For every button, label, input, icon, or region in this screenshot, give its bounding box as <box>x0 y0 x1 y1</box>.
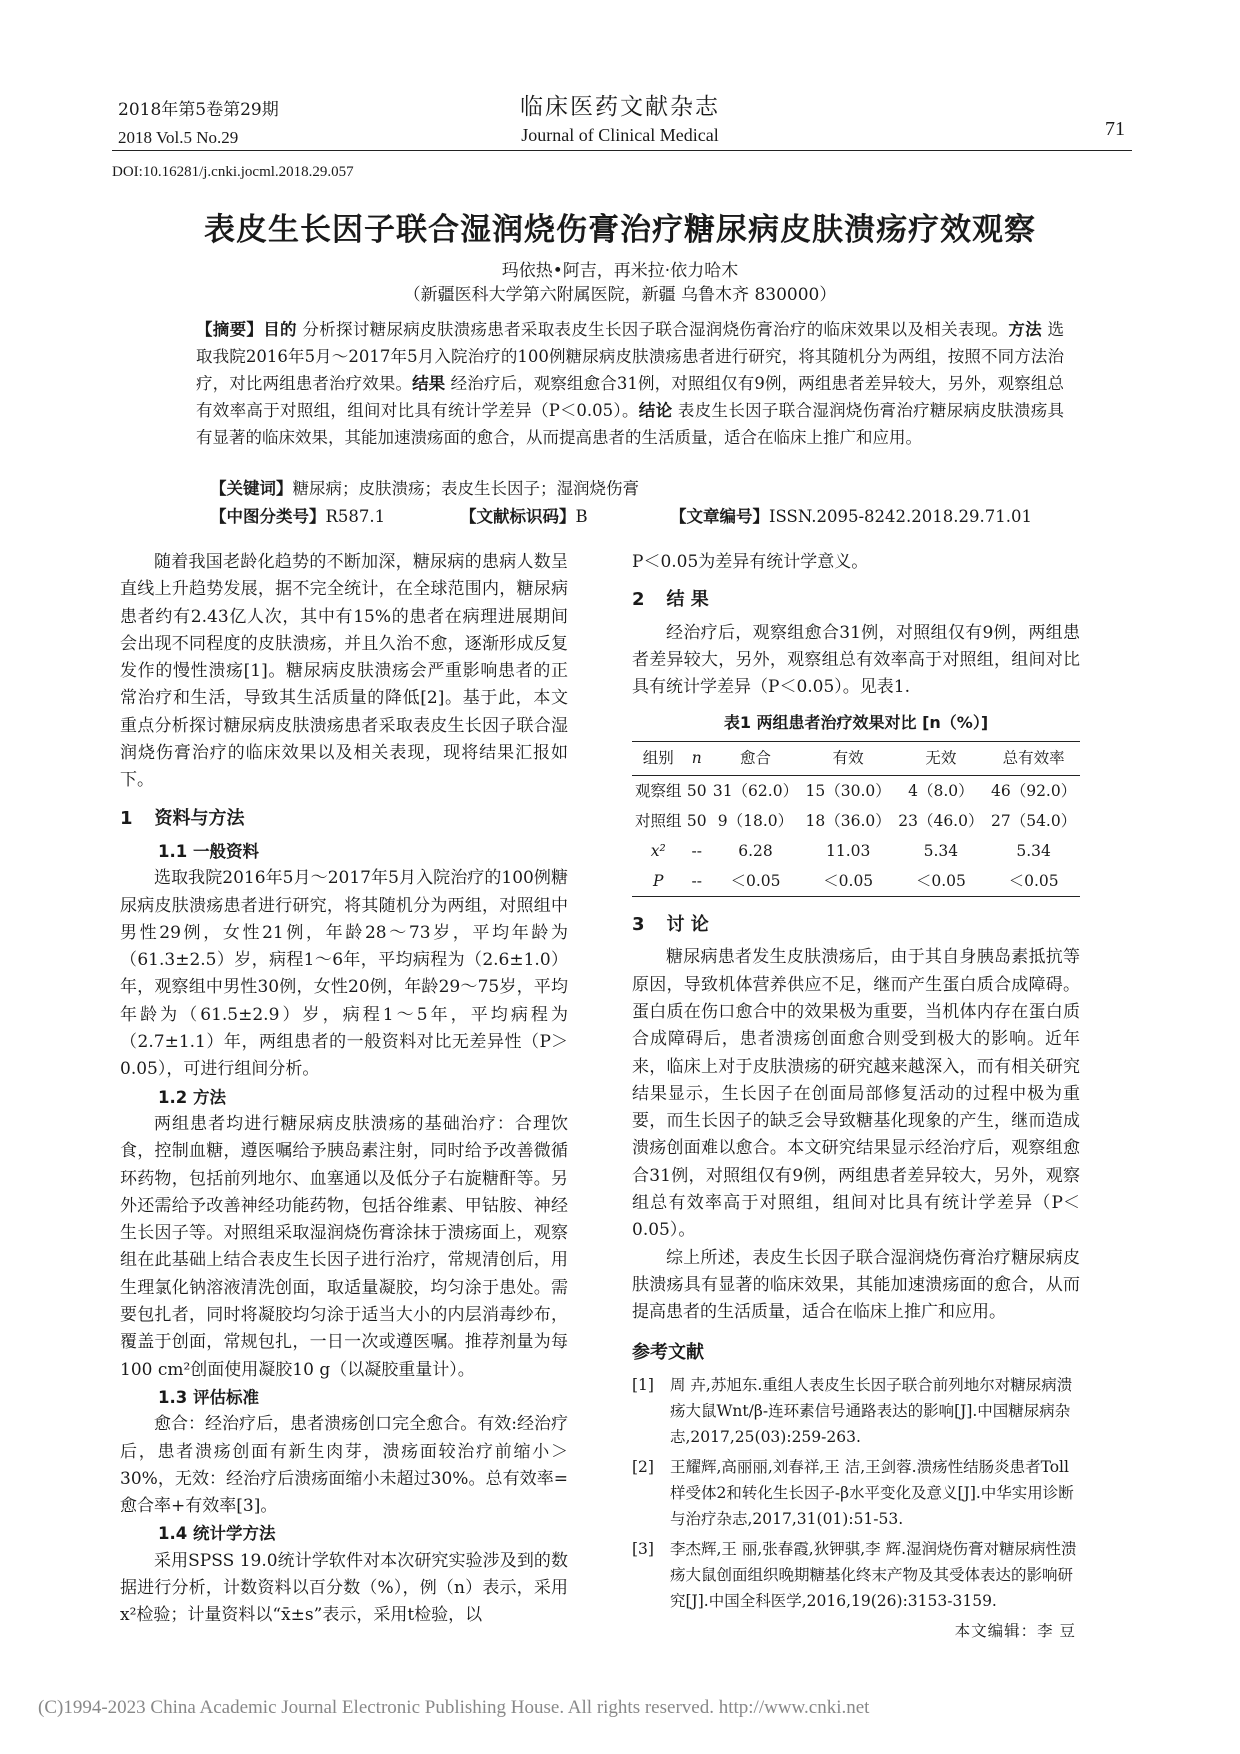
table-cell: 50 <box>686 782 707 801</box>
journal-name <box>0 88 1240 146</box>
page-number: 71 <box>1105 118 1125 140</box>
table-header-cell: 无效 <box>895 741 988 775</box>
keywords-text: 糖尿病；皮肤溃疡；表皮生长因子；湿润烧伤膏 <box>292 479 639 498</box>
header-divider <box>112 150 1132 151</box>
table-row <box>632 776 1080 807</box>
section-2-heading: 2 结 果 <box>632 589 709 611</box>
abstract-conclusion: 表皮生长因子联合湿润烧伤膏治疗糖尿病皮肤溃疡具有显著的临床效果，其能加速溃疡面的愈合，从而提高患者的生活质量，适合在临床上推广和应用。 <box>196 401 1065 447</box>
section-1-2-text: 两组患者均进行糖尿病皮肤溃疡的基础治疗：合理饮食，控制血糖，遵医嘱给予胰岛素注射，同时给予改善微循环药物，包括前列地尔、血塞通以及低分子右旋糖酐等。另外还需给予改善神经功能药物，包括谷维素、甲钴胺、神经生长因子等。对照组采取湿润烧伤膏涂抹于溃疡面上，观察组在此基础上结合表皮生长因子进行治疗，常规清创后，用生理氯化钠溶液清洗创面，取适量凝胶，均匀涂于患处。需要包扎者，同时将凝胶均匀涂于适当大小的内层消毒纱布，覆盖于创面，常规包扎，一日一次或遵医嘱。推荐剂量为每100 cm²创面使用凝胶10 g（以凝胶重量计）。 <box>120 1113 568 1380</box>
section-1-2-heading: 1.2 方法 <box>158 1087 226 1107</box>
section-1-1-text: 选取我院2016年5月～2017年5月入院治疗的100例糖尿病皮肤溃疡患者进行研究，将其随机分为两组，对照组中男性29例，女性21例，年龄28～73岁，平均年龄为（61.3±2.5）岁，病程1～6年，平均病程为（2.6±1.0）年，观察组中男性30例，女性20例，年龄29～75岁，平均年龄为（61.5±2.9）岁，病程1～5年，平均病程为（2.7±1.1）年，两组患者的一般资料对比无差异性（P＞0.05），可进行组间分析。 <box>120 868 568 1080</box>
table-cell: ＜0.05 <box>987 866 1080 897</box>
results-table <box>632 741 1080 897</box>
table-cell: 6.28 <box>738 842 773 861</box>
editor-credit: 本文编辑：李 豆 <box>954 1621 1076 1640</box>
article-no-value: ISSN.2095-8242.2018.29.71.01 <box>769 507 1032 526</box>
table-cell: 5.34 <box>1016 842 1051 861</box>
article-title: 表皮生长因子联合湿润烧伤膏治疗糖尿病皮肤溃疡疗效观察 <box>204 212 1036 248</box>
reference-number: [2] <box>632 1457 654 1476</box>
section-1-3-heading: 1.3 评估标准 <box>158 1387 259 1407</box>
reference-item <box>632 1372 1080 1450</box>
left-column <box>120 549 568 1630</box>
table-row <box>632 806 1080 836</box>
section-3-heading: 3 讨 论 <box>632 914 709 936</box>
doc-code-value: B <box>575 507 588 526</box>
affiliation: （新疆医科大学第六附属医院，新疆 乌鲁木齐 830000） <box>403 285 837 305</box>
abstract <box>196 316 1064 451</box>
table-cell: ＜0.05 <box>709 866 802 897</box>
issue-cn: 2018年第5卷第29期 <box>118 100 279 120</box>
section-1-heading: 1 资料与方法 <box>120 807 245 829</box>
result-label: 结果 <box>412 374 446 393</box>
table-cell: -- <box>684 866 709 897</box>
table-header-cell: 组别 <box>632 741 684 775</box>
table-cell: 31（62.0） <box>712 782 799 801</box>
section-2-text: 经治疗后，观察组愈合31例，对照组仅有9例，两组患者差异较大，另外，观察组总有效率高于对照组，组间对比具有统计学差异（P＜0.05）。见表1. <box>632 622 1080 698</box>
reference-text: 李杰辉,王 丽,张春霞,狄钾骐,李 辉.湿润烧伤膏对糖尿病性溃疡大鼠创面组织晚期糖基化终末产物及其受体表达的影响研究[J].中国全科医学,2016,19(26):3153-3159. <box>670 1539 1077 1610</box>
section-3-text-2: 综上所述，表皮生长因子联合湿润烧伤膏治疗糖尿病皮肤溃疡具有显著的临床效果，其能加速溃疡面的愈合，从而提高患者的生活质量，适合在临床上推广和应用。 <box>632 1247 1080 1323</box>
references-heading: 参考文献 <box>632 1341 704 1363</box>
table-cell: 观察组 <box>634 782 682 801</box>
table-row <box>632 836 1080 866</box>
table-cell: 15（30.0） <box>805 782 891 801</box>
abstract-result: 经治疗后，观察组愈合31例，对照组仅有9例，两组患者差异较大，另外，观察组总有效率高于对照组，组间对比具有统计学差异（P＜0.05）。 <box>196 374 1064 420</box>
doc-code-label: 【文献标识码】 <box>460 507 576 526</box>
section-1-1-heading: 1.1 一般资料 <box>158 841 259 861</box>
table-cell: 50 <box>686 812 707 831</box>
table-cell: 46（92.0） <box>990 782 1077 801</box>
table-title: 表1 两组患者治疗效果对比 [n（%）] <box>723 713 989 733</box>
section-1-3-text: 愈合：经治疗后，患者溃疡创口完全愈合。有效:经治疗后，患者溃疡创面有新生肉芽，溃疡面较治疗前缩小＞30%，无效：经治疗后溃疡面缩小未超过30%。总有效率=愈合率+有效率[3]。 <box>120 1414 568 1517</box>
doi: DOI:10.16281/j.cnki.jocml.2018.29.057 <box>112 164 354 180</box>
conclusion-label: 结论 <box>638 401 673 420</box>
intro-paragraph: 随着我国老龄化趋势的不断加深，糖尿病的患病人数呈直线上升趋势发展，据不完全统计，在全球范围内，糖尿病患者约有2.43亿人次，其中有15%的患者在病理进展期间会出现不同程度的皮肤溃疡，并且久治不愈，逐渐形成反复发作的慢性溃疡[1]。糖尿病皮肤溃疡会严重影响患者的正常治疗和生活，导致其生活质量的降低[2]。基于此，本文重点分析探讨糖尿病皮肤溃疡患者采取表皮生长因子联合湿润烧伤膏治疗的临床效果以及相关表现，现将结果汇报如下。 <box>120 552 568 791</box>
table-cell: x² <box>650 842 666 861</box>
table-header-cell: n <box>684 741 709 775</box>
section-1-4-heading: 1.4 统计学方法 <box>158 1524 276 1544</box>
table-row <box>632 866 1080 897</box>
issue-en: 2018 Vol.5 No.29 <box>118 128 239 147</box>
table-cell: 18（36.0） <box>805 812 891 831</box>
table-cell: -- <box>691 842 703 861</box>
table-cell: 5.34 <box>923 842 959 861</box>
table-cell: 27（54.0） <box>990 812 1077 831</box>
reference-item <box>632 1536 1080 1614</box>
table-cell: 23（46.0） <box>898 812 984 831</box>
abstract-aim: 分析探讨糖尿病皮肤溃疡患者采取表皮生长因子联合湿润烧伤膏治疗的临床效果以及相关表现。 <box>296 320 1009 339</box>
keywords <box>210 475 1070 502</box>
table-header-cell: 愈合 <box>709 741 802 775</box>
table-cell: P <box>632 866 684 897</box>
abstract-method: 选取我院2016年5月～2017年5月入院治疗的100例糖尿病皮肤溃疡患者进行研究，将其随机分为两组，按照不同方法治疗，对比两组患者治疗效果。 <box>196 320 1065 393</box>
right-column <box>632 549 1080 1645</box>
table-cell: 11.03 <box>825 842 871 861</box>
table-header-cell: 总有效率 <box>987 741 1080 775</box>
reference-text: 王耀辉,高丽丽,刘春祥,王 洁,王剑蓉.溃疡性结肠炎患者Toll样受体2和转化生长因子-β水平变化及意义[J].中华实用诊断与治疗杂志,2017,31(01):51-53. <box>670 1457 1074 1528</box>
classification-line <box>210 503 1070 527</box>
journal-name-cn: 临床医药文献杂志 <box>520 94 720 120</box>
abstract-label: 【摘要】目的 <box>196 320 297 339</box>
table-cell: ＜0.05 <box>802 866 895 897</box>
table-cell: 9（18.0） <box>717 812 794 831</box>
clc-value: R587.1 <box>325 507 386 526</box>
table-cell: 对照组 <box>634 812 682 831</box>
authors: 玛依热•阿吉，再米拉·依力哈木 <box>501 261 739 281</box>
reference-text: 周 卉,苏旭东.重组人表皮生长因子联合前列地尔对糖尿病溃疡大鼠Wnt/β-连环素信号通路表达的影响[J].中国糖尿病杂志,2017,25(03):259-263. <box>670 1375 1073 1446</box>
table-cell: ＜0.05 <box>895 866 988 897</box>
section-3-text-1: 糖尿病患者发生皮肤溃疡后，由于其自身胰岛素抵抗等原因，导致机体营养供应不足，继而产生蛋白质合成障碍。蛋白质在伤口愈合中的效果极为重要，当机体内存在蛋白质合成障碍后，患者溃疡创面愈合则受到极大的影响。近年来，临床上对于皮肤溃疡的研究越来越深入，而有相关研究结果显示，生长因子在创面局部修复活动的过程中极为重要，而生长因子的缺乏会导致糖基化现象的产生，继而造成溃疡创面难以愈合。本文研究结果显示经治疗后，观察组愈合31例，对照组仅有9例，两组患者差异较大，另外，观察组总有效率高于对照组，组间对比具有统计学差异（P＜0.05）。 <box>632 947 1080 1241</box>
journal-name-en: Journal of Clinical Medical <box>521 125 719 145</box>
table-header-cell: 有效 <box>802 741 895 775</box>
reference-number: [3] <box>632 1539 654 1558</box>
copyright-footer: (C)1994-2023 China Academic Journal Electronic Publishing House. All rights reserved. http://www.cnki.net <box>38 1697 870 1718</box>
table-header-row <box>632 741 1080 775</box>
table-cell: 4（8.0） <box>908 782 974 801</box>
reference-item <box>632 1454 1080 1532</box>
section-1-4-text: 采用SPSS 19.0统计学软件对本次研究实验涉及到的数据进行分析，计数资料以百分数（%），例（n）表示，采用x²检验；计量资料以“x̄±s”表示，采用t检验，以 <box>120 1550 568 1626</box>
keywords-label: 【关键词】 <box>210 479 293 498</box>
section-1-4-continued: P＜0.05为差异有统计学意义。 <box>632 552 869 572</box>
reference-number: [1] <box>632 1375 654 1394</box>
clc-label: 【中图分类号】 <box>210 507 326 526</box>
article-no-label: 【文章编号】 <box>670 507 769 526</box>
method-label: 方法 <box>1008 320 1042 339</box>
